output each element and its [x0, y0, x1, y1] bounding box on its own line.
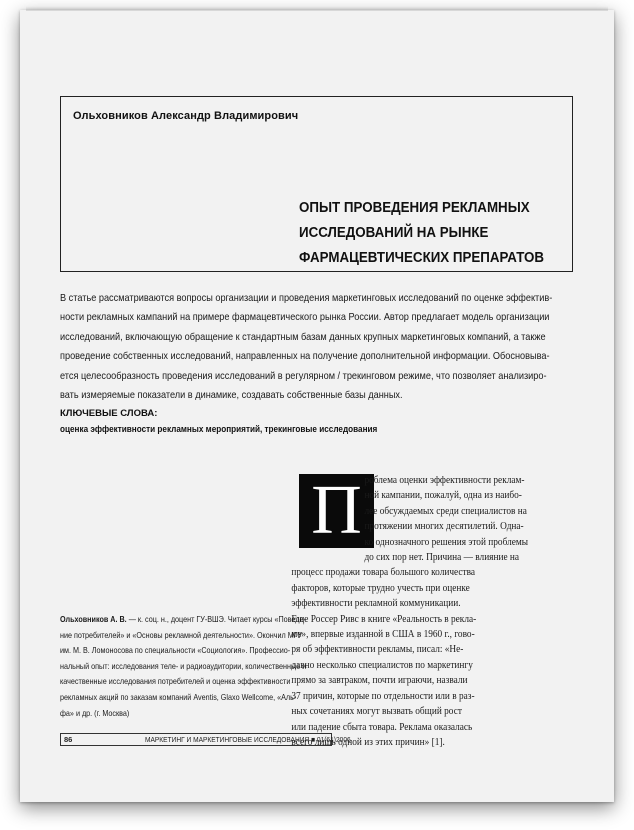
article-header-box [60, 96, 573, 272]
body-line: давно несколько специалистов по маркетингу [291, 659, 473, 671]
keywords-text: оценка эффективности рекламных мероприятий, трекинговые исследования [60, 424, 378, 435]
abstract-line: исследований, включающую обращение к стандартным базам данных крупных маркетинговых компаний, а также [60, 331, 546, 343]
body-line: протяжении многих десятилетий. Одна- [364, 521, 524, 533]
body-line: ко однозначного решения этой проблемы [364, 536, 529, 548]
abstract-line: ности рекламных кампаний на примере фармацевтического рынка России. Автор предлагает модель организации [60, 312, 550, 324]
body-line: факторов, которые трудно учесть при оценке [291, 582, 470, 594]
body-line: роблема оценки эффективности реклам- [364, 475, 525, 486]
journal-issue: МАРКЕТИНГ И МАРКЕТИНГОВЫЕ ИССЛЕДОВАНИЯ ■ 01(61)2006 [145, 735, 351, 744]
abstract-line: вать измеряемые показатели в динамике, создавать собственные базы данных. [60, 390, 403, 402]
body-line: прямо за завтраком, почти играючи, назвали [291, 675, 468, 687]
body-line: ной кампании, пожалуй, одна из наибо- [364, 490, 522, 502]
author-bio [60, 612, 309, 721]
bio-line: качественные исследования потребителей и оценка эффективности [60, 676, 291, 687]
article-title [299, 196, 547, 271]
body-line: лее обсуждаемых среди специалистов на [364, 505, 527, 517]
body-line: процесс продажи товара большого количества [291, 567, 476, 579]
abstract [60, 289, 553, 405]
title-line: ИССЛЕДОВАНИЙ НА РЫНКЕ [299, 225, 489, 241]
body-line: ных сочетаниях могут вызвать общий рост [291, 706, 462, 718]
abstract-line: В статье рассматриваются вопросы организации и проведения маркетинговых исследований по оценке эффектив- [60, 293, 553, 304]
page-number: 86 [64, 735, 73, 744]
drop-cap: П [299, 474, 374, 548]
article-body [291, 473, 595, 750]
abstract-line: проведение собственных исследований, направленных на получение дополнительной информации. Обосновыва- [60, 351, 550, 363]
body-line: или падение сбыта товара. Реклама оказалась [291, 721, 473, 733]
bio-name: Ольховников А. В. [60, 614, 127, 624]
bio-line-text: — к. соц. н., доцент ГУ-ВШЭ. Читает курсы «Поведе- [126, 614, 306, 624]
body-line: всего лишь одной из этих причин» [1]. [291, 736, 445, 748]
body-line: до сих пор нет. Причина — влияние на [364, 552, 520, 564]
bio-line [60, 612, 309, 628]
body-line: ря об эффективности рекламы, писал: «Не- [291, 644, 464, 656]
body-line: эффективности рекламной коммуникации. [291, 598, 461, 610]
document-page [20, 10, 614, 802]
body-line: ме», впервые изданной в США в 1960 г., гово- [291, 629, 475, 641]
page-footer [60, 733, 351, 746]
keywords-heading: КЛЮЧЕВЫЕ СЛОВА: [60, 408, 158, 419]
bio-line: фа» и др. (г. Москва) [60, 707, 130, 718]
title-line: ФАРМАЦЕВТИЧЕСКИХ ПРЕПАРАТОВ [299, 250, 545, 266]
abstract-line: ется целесообразность проведения исследований в регулярном / трекинговом режиме, что позволяет анализиро- [60, 370, 547, 382]
author-name: Ольховников Александр Владимирович [73, 110, 299, 122]
bio-line: рекламных акций по заказам компаний Aventis, Glaxo Wellcome, «Аль- [60, 691, 297, 702]
bio-line: им. М. В. Ломоносова по специальности «Социология». Профессио- [60, 645, 291, 656]
body-line: Еще Россер Ривс в книге «Реальность в рекла- [291, 613, 477, 625]
bio-line: ние потребителей» и «Основы рекламной деятельности». Окончил МГУ [60, 629, 303, 640]
body-line: 37 причин, которые по отдельности или в раз- [291, 690, 475, 702]
title-line: ОПЫТ ПРОВЕДЕНИЯ РЕКЛАМНЫХ [299, 200, 530, 216]
bio-line: нальный опыт: исследования теле- и радиоаудитории, количественные и [60, 660, 307, 671]
